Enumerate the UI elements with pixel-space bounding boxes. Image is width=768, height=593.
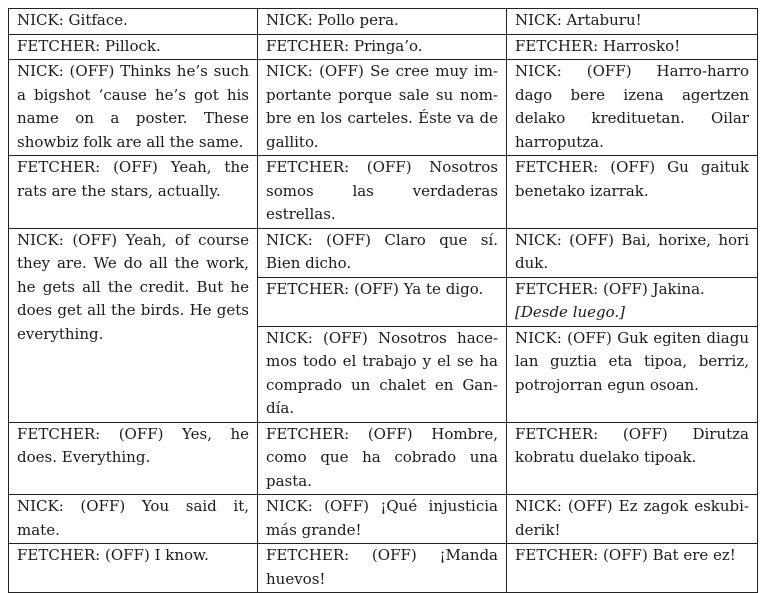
table-row (9, 34, 758, 60)
cell-english: FETCHER: (OFF) I know. (9, 544, 258, 593)
cell-english: NICK: Gitface. (9, 9, 258, 35)
table-row (9, 156, 758, 229)
cell-basque: NICK: (OFF) Ez zagok eskubiderik! (507, 495, 758, 544)
table-row (9, 9, 758, 35)
cell-spanish: FETCHER: (OFF) Ya te digo. (258, 277, 507, 326)
cell-basque: NICK: Artaburu! (507, 9, 758, 35)
cell-basque: NICK: (OFF) Bai, horixe, hori duk. (507, 228, 758, 277)
cell-spanish: NICK: (OFF) Se cree muy importante porque sale su nombre en los carteles. Éste va de gallito. (258, 60, 507, 156)
cell-english: FETCHER: (OFF) Yes, he does. Everything. (9, 422, 258, 495)
cell-spanish: NICK: (OFF) Claro que sí. Bien dicho. (258, 228, 507, 277)
cell-basque (507, 277, 758, 326)
dialogue-table (8, 8, 758, 593)
cell-basque: FETCHER: (OFF) Gu gaituk benetako izarrak. (507, 156, 758, 229)
table-row (9, 60, 758, 156)
cell-spanish: NICK: (OFF) ¡Qué injusticia más grande! (258, 495, 507, 544)
cell-english: NICK: (OFF) You said it, mate. (9, 495, 258, 544)
cell-basque: FETCHER: (OFF) Dirutza kobratu duelako tipoak. (507, 422, 758, 495)
cell-english-merged: NICK: (OFF) Yeah, of course they are. We do all the work, he gets all the credit. But he does get all the birds. He gets everything. (9, 228, 258, 422)
cell-basque: NICK: (OFF) Harro-harro dago bere izena agertzen delako kredituetan. Oilar harroputza. (507, 60, 758, 156)
cell-basque: NICK: (OFF) Guk egiten diagu lan guztia eta tipoa, berriz, potrojorran egun osoan. (507, 326, 758, 422)
cell-spanish: FETCHER: Pringa’o. (258, 34, 507, 60)
table-row (9, 228, 758, 277)
dialogue-table-body (9, 9, 758, 593)
table-row (9, 495, 758, 544)
table-row (9, 422, 758, 495)
cell-english: FETCHER: (OFF) Yeah, the rats are the stars, actually. (9, 156, 258, 229)
translator-note: [Desde luego.] (515, 303, 626, 321)
cell-basque: FETCHER: Harrosko! (507, 34, 758, 60)
cell-basque: FETCHER: (OFF) Bat ere ez! (507, 544, 758, 593)
cell-spanish: FETCHER: (OFF) ¡Manda huevos! (258, 544, 507, 593)
cell-english: FETCHER: Pillock. (9, 34, 258, 60)
cell-spanish: NICK: (OFF) Nosotros hacemos todo el trabajo y el se ha comprado un chalet en Gandía. (258, 326, 507, 422)
cell-basque-text: FETCHER: (OFF) Jakina. (515, 279, 705, 298)
cell-spanish: FETCHER: (OFF) Nosotros somos las verdaderas estrellas. (258, 156, 507, 229)
cell-spanish: FETCHER: (OFF) Hombre, como que ha cobrado una pasta. (258, 422, 507, 495)
cell-spanish: NICK: Pollo pera. (258, 9, 507, 35)
cell-english: NICK: (OFF) Thinks he’s such a bigshot ‘cause he’s got his name on a poster. These showbiz folk are all the same. (9, 60, 258, 156)
table-row (9, 544, 758, 593)
